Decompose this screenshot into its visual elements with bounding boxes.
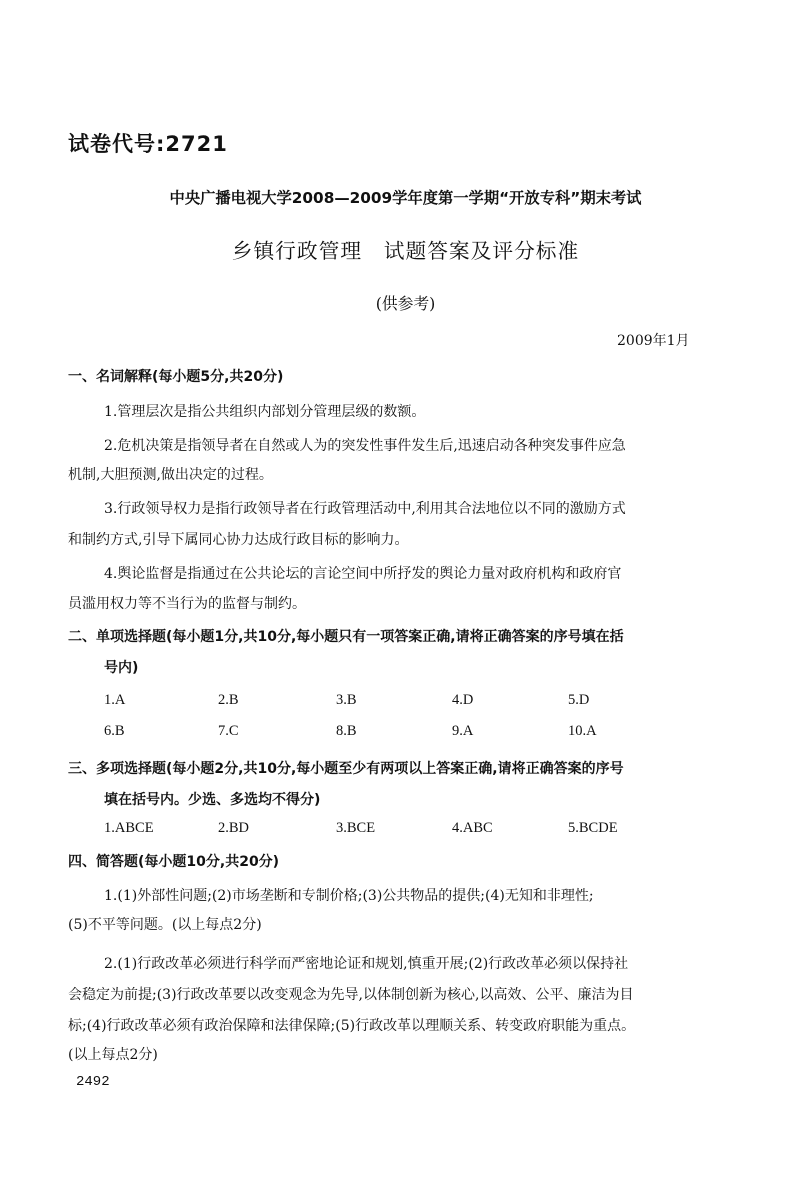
exam-date: 2009年1月 <box>617 333 690 349</box>
answer-item: 4.D <box>452 692 474 708</box>
answer-item: 6.B <box>104 723 125 739</box>
section4-line: 标;(4)行政改革必须有政治保障和法律保障;(5)行政改革以理顺关系、转变政府职能为重点。 <box>68 1018 636 1034</box>
section4-line: 会稳定为前提;(3)行政改革要以改变观念为先导,以体制创新为核心,以高效、公平、廉洁为目 <box>68 987 634 1003</box>
answer-item: 2.B <box>218 692 239 708</box>
section1-line: 1.管理层次是指公共组织内部划分管理层级的数额。 <box>104 404 426 420</box>
section1-line: 3.行政领导权力是指行政领导者在行政管理活动中,利用其合法地位以不同的激励方式 <box>104 501 626 517</box>
section3-heading: 三、多项选择题(每小题2分,共10分,每小题至少有两项以上答案正确,请将正确答案的序号 <box>68 761 624 777</box>
answer-item: 5.BCDE <box>568 820 618 836</box>
section2-heading: 二、单项选择题(每小题1分,共10分,每小题只有一项答案正确,请将正确答案的序号填在括 <box>68 629 624 645</box>
exam-title: 中央广播电视大学2008—2009学年度第一学期“开放专科”期末考试 <box>169 189 642 207</box>
section4-line: (5)不平等问题。(以上每点2分) <box>68 917 262 933</box>
answer-item: 3.B <box>336 692 357 708</box>
page-number: 2492 <box>76 1074 110 1090</box>
section1-line: 机制,大胆预测,做出决定的过程。 <box>68 467 273 483</box>
page-title: 乡镇行政管理 试题答案及评分标准 <box>231 239 580 263</box>
answer-item: 5.D <box>568 692 590 708</box>
answer-item: 1.A <box>104 692 126 708</box>
section1-line: 2.危机决策是指领导者在自然或人为的突发性事件发生后,迅速启动各种突发事件应急 <box>104 438 626 454</box>
section4-line: 1.(1)外部性问题;(2)市场垄断和专制价格;(3)公共物品的提供;(4)无知和非理性; <box>104 888 594 904</box>
answer-item: 1.ABCE <box>104 820 154 836</box>
section1-line: 和制约方式,引导下属同心协力达成行政目标的影响力。 <box>68 532 409 548</box>
answer-item: 4.ABC <box>452 820 493 836</box>
section1-heading: 一、名词解释(每小题5分,共20分) <box>68 369 284 385</box>
answer-item: 2.BD <box>218 820 250 836</box>
section4-heading: 四、简答题(每小题10分,共20分) <box>68 854 280 870</box>
section4-line: 2.(1)行政改革必须进行科学而严密地论证和规划,慎重开展;(2)行政改革必须以保持社 <box>104 956 629 972</box>
section2-heading-cont: 号内) <box>104 660 139 676</box>
reference-note: (供参考) <box>375 294 436 313</box>
paper-code: 试卷代号:2721 <box>68 132 228 156</box>
answer-item: 10.A <box>568 723 597 739</box>
section1-line: 员滥用权力等不当行为的监督与制约。 <box>68 596 306 612</box>
section3-heading-cont: 填在括号内。少选、多选均不得分) <box>104 792 321 808</box>
answer-item: 3.BCE <box>336 820 376 836</box>
section1-line: 4.舆论监督是指通过在公共论坛的言论空间中所抒发的舆论力量对政府机构和政府官 <box>104 566 622 582</box>
answer-item: 9.A <box>452 723 474 739</box>
answer-item: 8.B <box>336 723 357 739</box>
section4-line: (以上每点2分) <box>68 1047 158 1063</box>
answer-item: 7.C <box>218 723 239 739</box>
